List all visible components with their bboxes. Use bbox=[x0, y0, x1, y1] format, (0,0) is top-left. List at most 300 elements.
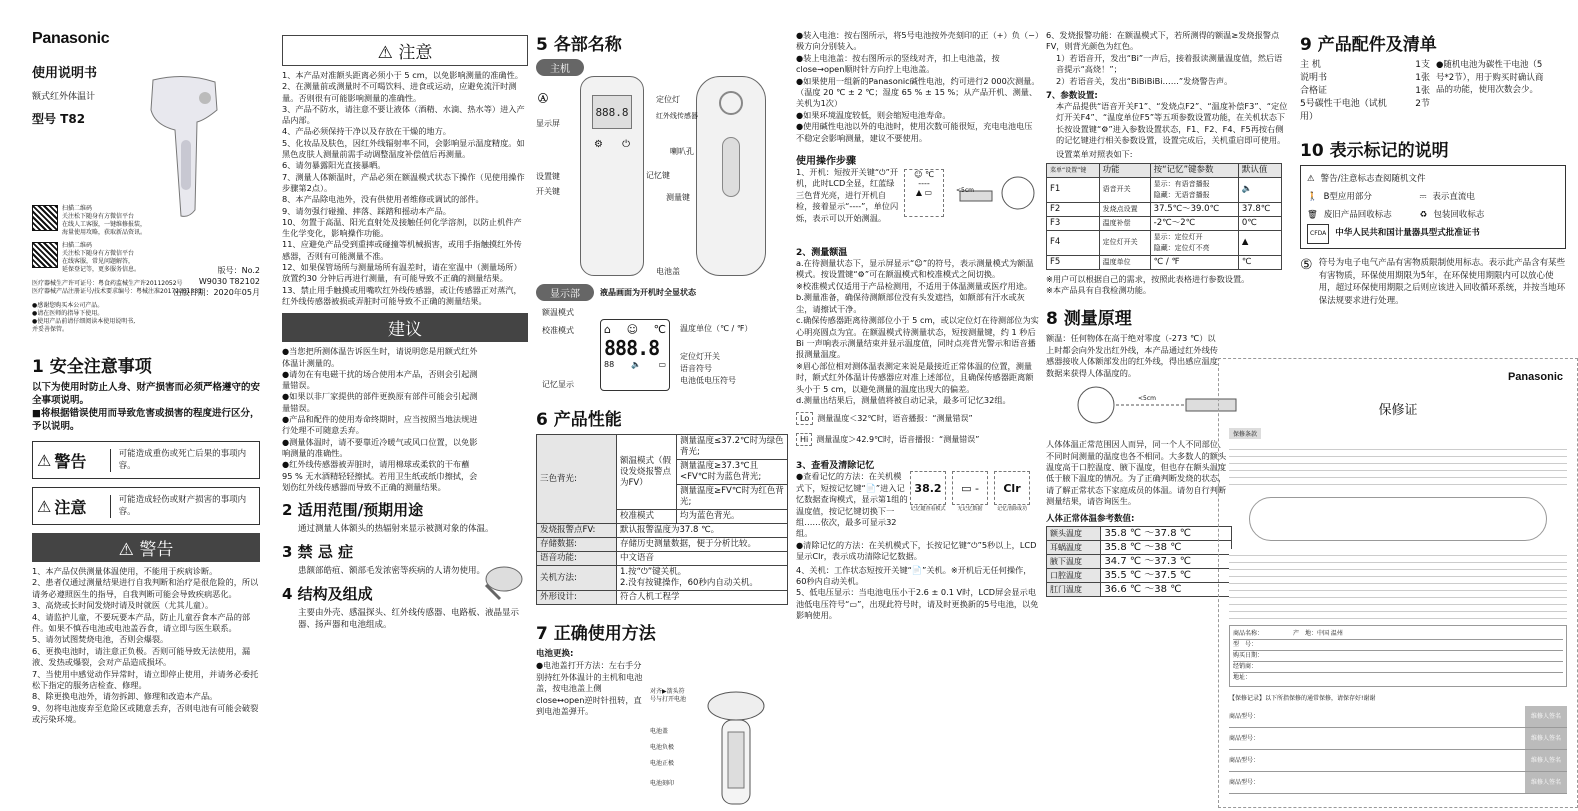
device-front bbox=[580, 76, 644, 276]
perf-voice-label: 语音功能: bbox=[537, 552, 617, 566]
warning-item: 9、勿将电池废弃至危险区或随意丢弃，否则电池有可能会破裂或污染环境。 bbox=[32, 702, 259, 725]
qr2-line: 延保登记等，更多服务信息。 bbox=[62, 266, 141, 273]
battery-icon: ▭ bbox=[658, 360, 666, 369]
section-1-intro: 以下为使用时防止人身、财产损害而必须严格遵守的安全事项说明。 bbox=[32, 382, 261, 406]
advice-item: ●红外线传感器被弄脏时，请用棉球或柔软的干布蘸 95 % 无水酒精轻轻擦拭。若用卫生纸或纸巾擦拭，会划伤红外线传感器而导致不正确的测量结果。 bbox=[282, 459, 478, 492]
hi-row bbox=[796, 433, 1040, 446]
lo-row bbox=[796, 412, 1040, 425]
trash-bin-icon: 🗑 bbox=[1307, 210, 1318, 220]
section-2-text: 通过测量人体额头的热辐射来显示被测对象的体温。 bbox=[298, 524, 494, 535]
section-3-text: 患额部皓疽、额部毛发浓密等疾病的人请勿使用。 bbox=[298, 566, 486, 577]
record-sign: 维修人签名 bbox=[1525, 728, 1567, 749]
mark-row bbox=[1307, 188, 1559, 206]
section-2-title: 2 适用范围/预期用途 bbox=[282, 501, 424, 520]
step3-title: 3、查看及清除记忆 bbox=[796, 461, 875, 472]
caution-item: 5、化妆品及肤色，因红外线辐射率不同，会影响显示温度精度。如黑色皮肤人测量前需手动调整温度补偿值后再测量。 bbox=[282, 137, 525, 160]
intro-note: ●感谢您购买本公司产品。 bbox=[32, 302, 104, 309]
power-icon[interactable]: ⏻ bbox=[622, 139, 630, 150]
warning-item: 5、请勿试图焚烧电池，否则会爆裂。 bbox=[32, 634, 169, 645]
sensor-icon bbox=[719, 91, 743, 115]
cmc-icon: CFDA bbox=[1307, 224, 1329, 244]
battery-label: 电池负极 bbox=[650, 744, 675, 751]
warning-triangle-icon: ⚠ bbox=[37, 496, 52, 516]
circled-a-icon: Ⓐ bbox=[538, 94, 548, 105]
warning-triangle-icon: ⚠ bbox=[1307, 174, 1315, 184]
steps-title: 使用操作步骤 bbox=[796, 156, 856, 168]
manual-title: 使用说明书 bbox=[32, 66, 98, 81]
perf-alarm-label: 发烧报警点FV: bbox=[537, 524, 617, 538]
step1-lcd: ☺ ℃ ---- ▲ ▭ bbox=[904, 169, 944, 217]
ref-range: 34.7 ℃ ～37.3 ℃ bbox=[1101, 554, 1232, 568]
warranty-title: 保修证 bbox=[1378, 403, 1418, 418]
lcd-nodata: ▭ - bbox=[952, 471, 988, 505]
form-row bbox=[1233, 629, 1563, 640]
battery-label: 对齐▶箭头符号与打开电池 bbox=[650, 688, 687, 703]
accessory-name: 合格证 bbox=[1300, 86, 1328, 96]
perf-blue: 测量温度≥37.3℃且<FV℃时为蓝色背光; bbox=[677, 460, 788, 485]
intro-note: ●请在医师的指导下使用。 bbox=[32, 310, 104, 317]
warning-item: 1、本产品仅供测量体温使用，不能用于疾病诊断。 bbox=[32, 566, 218, 576]
mark-desc: 表示直流电 bbox=[1432, 192, 1475, 202]
install-list bbox=[796, 30, 1040, 144]
form-label: 地址： bbox=[1233, 674, 1252, 681]
mark-desc: 中华人民共和国计量器具型式批准证书 bbox=[1335, 228, 1480, 238]
lcd-nodata-box bbox=[952, 471, 988, 513]
advice-item: ●请勿在有电磁干扰的场合使用本产品，否则会引起测量错误。 bbox=[282, 368, 478, 391]
gear-icon[interactable]: ⚙ bbox=[594, 139, 603, 150]
column-parts bbox=[532, 0, 794, 811]
th-default: 默认值 bbox=[1238, 163, 1281, 177]
display-pill: 显示部 bbox=[536, 284, 594, 301]
step2-list bbox=[796, 258, 1040, 406]
face-icon: ☺ bbox=[626, 323, 639, 336]
lcd-top-icons bbox=[604, 323, 666, 336]
step6-list bbox=[1046, 30, 1290, 87]
cell-code: F5 bbox=[1047, 255, 1100, 269]
recycle-icon: ♻ bbox=[1419, 210, 1428, 220]
form-label: 购买日期： bbox=[1233, 651, 1563, 662]
qr1-line: 海量使用攻略，获取新品资讯。 bbox=[62, 229, 147, 236]
perf-calibration: 校准模式 bbox=[617, 510, 677, 524]
settings-table-title: 设置菜单对照表如下: bbox=[1056, 148, 1133, 159]
form-label: 商品名称： bbox=[1233, 630, 1264, 637]
column-usage bbox=[794, 0, 1044, 811]
trigger-icon bbox=[722, 137, 740, 197]
lcd-caption: 无记忆数据 bbox=[957, 506, 983, 513]
form-label: 产 地：中国 温州 bbox=[1293, 630, 1343, 637]
step1-distance: <5cm bbox=[956, 187, 974, 195]
install-item: ●装入电池：按右图所示，将5号电池按外壳刻印的正（+）负（−）极方向分别装入。 bbox=[796, 30, 1040, 52]
step4-text: 4、关机：工作状态短按开关键“📄”关机。※开机后无任何操作，60秒内自动关机。 bbox=[796, 564, 1032, 586]
label-ir-sensor: 红外线传感器 bbox=[656, 112, 698, 120]
warning-header-label: 警告 bbox=[139, 540, 174, 560]
perf-forehead-mode: 额温模式（假设发烧报警点为FV） bbox=[617, 435, 677, 510]
caution-item: 1、本产品对准额头距离必须小于 5 cm，以免影响测量的准确性。 bbox=[282, 70, 523, 80]
label-locator-light: 定位灯 bbox=[656, 95, 680, 104]
ref-range: 35.5 ℃ ～37.5 ℃ bbox=[1101, 568, 1232, 582]
label-temp-unit: 温度单位（℃ / ℉） bbox=[680, 324, 753, 333]
warranty-brand: Panasonic bbox=[1507, 371, 1563, 383]
display-heading bbox=[536, 284, 790, 301]
battery-cover-image bbox=[696, 688, 776, 806]
intro-note: 并妥善保管。 bbox=[32, 326, 69, 333]
record-sign: 维修人签名 bbox=[1525, 772, 1567, 793]
caution-header bbox=[282, 35, 528, 66]
caution-item: 8、本产品除电池外，没有供使用者维修或调试的部件。 bbox=[282, 194, 484, 205]
caution-item: 6、请勿暴露阳光直接暴晒。 bbox=[282, 160, 386, 171]
perf-store-label: 存储数据: bbox=[537, 538, 617, 552]
install-item: ●装上电池盖：按右图所示的竖线对齐，扣上电池盖，按close→open顺时针方向拧上电池盖。 bbox=[796, 52, 1000, 75]
record-row bbox=[1229, 728, 1567, 750]
cell-code: F1 bbox=[1047, 177, 1100, 202]
record-row bbox=[1229, 750, 1567, 772]
person-icon: 🚶 bbox=[1307, 192, 1318, 202]
step6-item: 2）若语音关，发出“BiBiBiBi……”发烧警告声。 bbox=[1056, 75, 1233, 86]
section-9-title: 9 产品配件及清单 bbox=[1300, 35, 1437, 55]
label-speaker: 喇叭孔 bbox=[670, 147, 694, 156]
battery-diagram bbox=[650, 688, 790, 808]
accessory-qty: 1张 bbox=[1415, 73, 1430, 83]
warning-legend-text: 可能造成重伤或死亡后果的事项内容。 bbox=[118, 449, 247, 471]
step7-text: 本产品提供“语音开关F1”、“发烧点F2”、“温度补偿F3”、“定位灯开关F4”、“温度单位F5”等五项参数设置功能，在关机状态下长按设置键“⚙”进入参数设置状态，F1、F2、F4、F5再按右侧的记忆键进行相关参数设置，设置完成后，关机重启即可使用。 bbox=[1056, 101, 1288, 146]
probe-cleaning-image bbox=[480, 555, 528, 606]
warning-triangle-icon: ⚠ bbox=[37, 450, 52, 470]
step6-item: 1）若语音开，发出“Bi”一声后，接着报读测量温度值，然后语音提示“高烧！”； bbox=[1056, 52, 1283, 75]
doc-code: W9030 T82102 bbox=[198, 277, 260, 286]
cell-param: 显示：有语音播报 隐藏：无语音播报 bbox=[1150, 177, 1238, 202]
perf-green: 测量温度≤37.2℃时为绿色背光; bbox=[677, 435, 788, 460]
install-item: ●使用碱性电池以外的电池时，使用次数可能很短，充电电池电压不稳定会影响测量，建议不要使用。 bbox=[796, 121, 1033, 143]
cell-param: 37.5℃～39.0℃ bbox=[1150, 202, 1238, 216]
registration-line: 医疗器械产品注册证号/技术要求编号：粤械注准20172201331 bbox=[32, 288, 203, 295]
step5-text: 5、低电压显示：当电池电压小于2.6 ± 0.1 V时，LCD屏会显示电池低电压符号“▭”，出现此符号时，请及时更换新的5号电池，以免影响使用。 bbox=[796, 587, 1039, 621]
lcd-bottom-row bbox=[604, 360, 666, 369]
section-8-text2: 人体体温正常范围因人而异，同一个人不同部位、不同时间测量的温度也各不相同。大多数人的额头温度高于口腔温度、腋下温度，但也存在额头温度低于腋下温度的情况。为了正确判断发烧的状态，请了解正常状态下家庭成员的体温。请勿自行判断测量结果，请咨询医生。 bbox=[1046, 439, 1227, 507]
accessory-row bbox=[1300, 59, 1430, 72]
warranty-card bbox=[1218, 358, 1578, 808]
label-power-key: 开关键 bbox=[536, 187, 560, 196]
section-1-note: ■将根据错误使用而导致危害或损害的程度进行区分，予以说明。 bbox=[32, 408, 260, 432]
accessory-row bbox=[1300, 85, 1430, 98]
label-voice-symbol: 语音符号 bbox=[680, 364, 712, 373]
warning-list bbox=[32, 566, 260, 726]
warranty-stamp-area bbox=[1249, 497, 1547, 541]
label-forehead-mode: 额温模式 bbox=[542, 308, 574, 317]
cell-code: F3 bbox=[1047, 216, 1100, 230]
warranty-tag: 保修条款 bbox=[1229, 428, 1261, 439]
cell-function: 温度补偿 bbox=[1099, 216, 1150, 230]
perf-alarm-value: 默认报警温度为37.8 ℃。 bbox=[617, 524, 788, 538]
accessory-qty: 1张 bbox=[1415, 86, 1430, 96]
accessory-note: ●随机电池为碳性干电池（5号*2节），用于购买时确认商品的功能，使用次数会少。 bbox=[1436, 60, 1544, 95]
lcd-memory-digits: 88 bbox=[604, 360, 615, 369]
perf-off-value: 1.按“⏻”键关机。 2.没有按键操作，60秒内自动关机。 bbox=[617, 566, 788, 591]
celsius-icon: ℃ bbox=[653, 323, 666, 336]
battery-title: 电池更换: bbox=[536, 649, 574, 659]
advice-list bbox=[282, 346, 482, 493]
hi-symbol: Hi bbox=[796, 433, 812, 446]
hi-text: 测量温度＞42.9℃时，语音播报：“测量错误” bbox=[816, 435, 980, 445]
step2-item: c.确保传感器距离待测部位小于 5 cm，或以定位灯在待测部位为实心明亮圆点为宜。在额温模式待测量状态，短按测量键，约 1 秒后 Bi 一声响表示测量结束并显示温度值，同时点亮背光警示和语音播报测量温度。 bbox=[796, 315, 1039, 360]
settings-notes bbox=[1046, 274, 1290, 297]
step1-person-image bbox=[952, 167, 1040, 227]
form-label: 经销商： bbox=[1233, 662, 1563, 673]
step3-lcds bbox=[910, 471, 1030, 513]
label-display: 显示屏 bbox=[536, 119, 560, 128]
cell-function: 温度单位 bbox=[1099, 255, 1150, 269]
perf-calibration-value: 均为蓝色背光。 bbox=[677, 510, 788, 524]
caution-item: 10、勿置于高温、阳光直射处及接触任何化学溶剂，以防止机件产生化学变化，影响操作功能。 bbox=[282, 216, 522, 239]
ref-site: 额头温度 bbox=[1047, 526, 1101, 540]
product-subtitle: 额式红外体温计 bbox=[32, 92, 96, 102]
record-row bbox=[1229, 706, 1567, 728]
ref-temp-table bbox=[1046, 526, 1232, 597]
marks-box bbox=[1300, 165, 1566, 249]
record-label: 商品型号： bbox=[1229, 713, 1260, 720]
warranty-terms bbox=[1229, 443, 1567, 489]
qr2-line: 关注松下随身有方微信平台 bbox=[62, 250, 135, 257]
rohs-block bbox=[1300, 257, 1566, 307]
section-5-title: 5 各部名称 bbox=[536, 35, 622, 55]
accessory-row bbox=[1300, 72, 1430, 85]
record-label: 商品型号： bbox=[1229, 757, 1260, 764]
cell-code: F2 bbox=[1047, 202, 1100, 216]
install-item: （温度 20 ℃ ± 2 ℃；湿度 65 % ± 15 %；从产品开机、测量、关机为1次） bbox=[796, 87, 1038, 109]
principle-distance: <5cm bbox=[1138, 395, 1156, 403]
version-block bbox=[160, 265, 260, 298]
lo-text: 测量温度＜32℃时，语音播报：“测量错误” bbox=[817, 414, 973, 424]
cell-code: F4 bbox=[1047, 230, 1100, 255]
cell-param: ℃ / ℉ bbox=[1150, 255, 1238, 269]
cell-function: 语音开关 bbox=[1099, 177, 1150, 202]
ref-site: 耳蜗温度 bbox=[1047, 540, 1101, 554]
th-param: 按“记忆”键参数 bbox=[1150, 163, 1238, 177]
accessory-list bbox=[1300, 59, 1430, 124]
ref-range: 35.8 ℃ ～37.8 ℃ bbox=[1101, 526, 1232, 540]
step6-item: 6、发烧报警功能：在额温模式下，若所测得的额温≥发烧报警点FV，则背光颜色为红色。 bbox=[1046, 30, 1280, 52]
step1-text: 1、开机：短按开关键“⏻”开机，此时LCD全显，红蓝绿三色背光亮，进行开机自检，接着显示“----”，单位闪烁，表示可以开始测温。 bbox=[796, 167, 899, 223]
cell-function: 定位灯开关 bbox=[1099, 230, 1150, 255]
accessory-row bbox=[1300, 98, 1430, 124]
warning-item: 8、除更换电池外，请勿拆卸、修理和改造本产品。 bbox=[32, 691, 218, 702]
accessory-qty: 2节 bbox=[1415, 99, 1430, 109]
lcd-diagram bbox=[536, 301, 790, 401]
mark-desc: 警告/注意标志查阅随机文件 bbox=[1320, 174, 1426, 184]
warning-item: 6、更换电池时，请注意正负极。否则可能导致无法使用，漏液、发热或爆裂，会对产品造成损坏。 bbox=[32, 645, 251, 668]
caution-list bbox=[282, 70, 528, 307]
th-function: 功能 bbox=[1099, 163, 1150, 177]
caution-legend bbox=[32, 487, 260, 525]
accessory-qty: 1支 bbox=[1415, 60, 1430, 70]
step1-block bbox=[796, 167, 1040, 245]
label-low-battery: 电池低电压符号 bbox=[680, 376, 736, 385]
display-desc: 液晶画面为开机时全显状态 bbox=[600, 288, 696, 297]
record-row bbox=[1229, 772, 1567, 794]
lcd-caption: 记忆清除成功 bbox=[996, 506, 1027, 513]
battery-label: 电池盖 bbox=[650, 728, 669, 735]
advice-item: ●产品和配件的使用寿命终期时，应当按照当地法规进行处理不可随意丢弃。 bbox=[282, 414, 478, 436]
caution-item: 4、产品必须保持干净以及存放在干燥的地方。 bbox=[282, 126, 451, 137]
section-8-title: 8 测量原理 bbox=[1046, 309, 1132, 330]
perf-store-value: 存储历史测量数据，便于分析比较。 bbox=[617, 538, 788, 552]
record-sign: 维修人签名 bbox=[1525, 750, 1567, 771]
advice-item: ●如果以非厂家提供的部件更换原有部件可能会引起测量错误。 bbox=[282, 391, 478, 413]
label-battery-cover: 电池盖 bbox=[656, 267, 680, 276]
rohs-5-icon: ⑤ bbox=[1300, 257, 1313, 273]
mark-row bbox=[1307, 224, 1559, 244]
lcd-digits: 888.8 bbox=[604, 336, 660, 360]
perf-voice-value: 中文语音 bbox=[617, 552, 788, 566]
caution-item: 2、在测量前或测量时不可喝饮料、进食或运动，应避免流汗时测量。否则很有可能影响测量的准确性。 bbox=[282, 81, 517, 103]
step2-item: a.在待测量状态下，显示屏显示“☺”的符号，表示测量模式为额温模式。按设置键“⚙”可在额温模式和校准模式之间切换。 bbox=[796, 258, 1034, 280]
qr-code-icon bbox=[32, 205, 58, 231]
th-menu: 菜单“设置”键 bbox=[1047, 163, 1100, 177]
battery-label: 电池正极 bbox=[650, 760, 675, 767]
intro-notes bbox=[32, 302, 152, 334]
advice-item: ●测量体温时，请不要靠近冷暖气或风口位置，以免影响测量的准确性。 bbox=[282, 436, 478, 458]
section-3-title: 3 禁 忌 症 bbox=[282, 543, 354, 562]
perf-red: 测量温度≥FV℃时为红色背光; bbox=[677, 485, 788, 510]
caution-item: 11、应避免产品受到重摔或碰撞等机械损害，或用手指触摸红外传感器，否则有可能测量不准。 bbox=[282, 239, 522, 261]
device-back bbox=[696, 76, 766, 276]
house-icon: ⌂ bbox=[604, 323, 611, 336]
step7-title: 7、参数设置: bbox=[1046, 91, 1098, 102]
lcd-clear-box bbox=[994, 471, 1030, 513]
mark-row bbox=[1307, 206, 1559, 224]
step2-item: d.测量出结果后，测量值将被自动记录，最多可记忆32组。 bbox=[796, 394, 1011, 405]
qr1-line: 在线人工客服，一键维修报装， bbox=[62, 221, 147, 228]
intro-note: ●使用产品前请仔细阅读本使用说明书, bbox=[32, 318, 136, 325]
mark-desc: 包装回收标志 bbox=[1433, 210, 1485, 220]
brand-logo: Panasonic bbox=[32, 30, 110, 47]
caution-item: 13、禁止用手触摸或用嘴吹红外线传感器，或让传感器正对蒸汽，红外线传感器被损或弄脏时可能导致不正确的测量结果。 bbox=[282, 284, 522, 306]
caution-legend-text: 可能造成轻伤或财产损害的事项内容。 bbox=[118, 495, 247, 517]
record-sign: 维修人签名 bbox=[1525, 706, 1567, 727]
section-6-title: 6 产品性能 bbox=[536, 410, 622, 430]
ref-site: 腋下温度 bbox=[1047, 554, 1101, 568]
perf-design-value: 符合人机工程学 bbox=[617, 591, 788, 605]
device-buttons bbox=[594, 139, 630, 150]
accessory-block bbox=[1300, 59, 1566, 124]
cell-default: 0℃ bbox=[1238, 216, 1281, 230]
lcd-memory-value: 38.2 bbox=[910, 471, 946, 505]
column-caution bbox=[280, 0, 532, 811]
settings-table bbox=[1046, 163, 1282, 270]
column-cover bbox=[0, 0, 280, 811]
caution-item: 7、测量人体额温时，产品必须在额温模式状态下操作（见使用操作步骤第2点）。 bbox=[282, 171, 525, 193]
caution-header-label: 注意 bbox=[398, 43, 433, 63]
section-4-title: 4 结构及组成 bbox=[282, 585, 373, 604]
lo-symbol: Lo bbox=[796, 412, 813, 425]
step3-block bbox=[796, 471, 1040, 539]
step2-title: 2、测量额温 bbox=[796, 248, 848, 259]
advice-header: 建议 bbox=[282, 313, 528, 342]
caution-label: 注意 bbox=[54, 497, 87, 517]
install-item: ●如果使用一组新的Panasonic碱性电池，约可进行2 000次测量。 bbox=[796, 75, 1040, 86]
step2-item: b.测量准备，确保待测额部位没有头发遮挡，如额部有汗水或灰尘，请擦试干净。 bbox=[796, 292, 1025, 314]
warning-label: 警告 bbox=[54, 451, 87, 471]
cell-default: 37.8℃ bbox=[1238, 202, 1281, 216]
section-10-title: 10 表示标记的说明 bbox=[1300, 141, 1449, 161]
main-unit-pill: 主机 bbox=[536, 59, 584, 76]
speaker-icon: 🔈 bbox=[631, 360, 642, 369]
caution-item: 9、请勿强行碰撞、摔落、踩踏和摇动本产品。 bbox=[282, 205, 451, 216]
caution-item: 3、产品不防水，请注意不要让液体（酒精、水滴、热水等）进入产品内部。 bbox=[282, 103, 525, 126]
lcd-panel bbox=[600, 319, 670, 391]
lcd-memory-box bbox=[910, 471, 946, 513]
settings-note: ※用户可以根据自己的需求，按照此表格进行参数设置。 bbox=[1046, 273, 1250, 284]
lcd-clear-value: Clr bbox=[994, 471, 1030, 505]
perf-design-label: 外形设计: bbox=[537, 591, 617, 605]
warning-triangle-icon: ⚠ bbox=[118, 540, 140, 560]
warning-item: 4、请监护儿童，不要玩要本产品，防止儿童吞食本产品的部件。如果不慎吞电池或电池盖吞食，请立即与医生联系。 bbox=[32, 611, 251, 634]
record-label: 商品型号： bbox=[1229, 735, 1260, 742]
label-locator-switch: 定位灯开关 bbox=[680, 352, 720, 361]
cell-default: ℃ bbox=[1238, 255, 1281, 269]
publish-date: 出版日期：2020年05月 bbox=[173, 288, 260, 297]
section-1-title: 1 安全注意事项 bbox=[32, 357, 152, 377]
section-4-text: 主要由外壳、感温探头、红外线传感器、电路板、液晶显示器、扬声器和电池组成。 bbox=[298, 608, 520, 631]
cell-default: ▲ bbox=[1238, 230, 1281, 255]
settings-note: ※本产品具有自我检测功能。 bbox=[1046, 285, 1152, 296]
ref-range: 36.6 ℃ ～38 ℃ bbox=[1101, 582, 1232, 596]
perf-label-backlight: 三色背光: bbox=[537, 435, 617, 524]
perf-off-label: 关机方法: bbox=[537, 566, 617, 591]
dc-icon: ⎓ bbox=[1419, 192, 1427, 202]
cell-function: 发烧点设置 bbox=[1099, 202, 1150, 216]
mark-desc: B型应用部分 bbox=[1323, 192, 1372, 202]
version-no: 版号：No.2 bbox=[217, 266, 260, 275]
label-memory-key: 记忆键 bbox=[646, 171, 670, 180]
caution-item: 12、如果保管场所与测量场所有温差时，请在室温中（测量场所）放置约30 分钟后再进行测量，有可能导致不正确的测量结果。 bbox=[282, 262, 522, 284]
accessory-name: 说明书 bbox=[1300, 73, 1328, 83]
ref-range: 35.8 ℃ ～38 ℃ bbox=[1101, 540, 1232, 554]
accessory-name: 主 机 bbox=[1300, 60, 1321, 70]
cell-param: -2℃～2℃ bbox=[1150, 216, 1238, 230]
lcd-caption: 记忆键查看模式 bbox=[910, 506, 946, 513]
warranty-form bbox=[1229, 625, 1567, 687]
ref-site: 口腔温度 bbox=[1047, 568, 1101, 582]
advice-item: ●当您把所测体温告诉医生时，请说明您是用额式红外体温计测量的。 bbox=[282, 346, 478, 368]
qr1-line: 关注松下随身有方微信平台 bbox=[62, 213, 135, 220]
battery-text: ●电池盖打开方法：左右手分别持红外体温计的主机和电池盖，按电池盖上侧close↔open逆时针扭转，直到电池盖弹开。 bbox=[536, 660, 643, 716]
label-set-key: 设置键 bbox=[536, 172, 560, 181]
parts-diagram bbox=[536, 76, 790, 276]
qr2-line: 扫描二维码 bbox=[62, 242, 93, 249]
warranty-records bbox=[1229, 706, 1567, 794]
warning-item: 3、高烧或长时间发烧时请及时就医（尤其儿童）。 bbox=[32, 600, 214, 611]
warranty-note: 【保修记录】以下所指保修的通常保修，请保存好!谢谢 bbox=[1229, 695, 1376, 702]
device-lcd: 888.8 bbox=[592, 95, 632, 129]
install-item: ●如果环境温度较低，则会缩短电池寿命。 bbox=[796, 109, 951, 120]
label-calibration-mode: 校准模式 bbox=[542, 326, 574, 335]
warning-header bbox=[32, 533, 260, 562]
qr1-line: 扫描二维码 bbox=[62, 205, 93, 212]
warranty-terms-2 bbox=[1229, 549, 1567, 619]
step2-item: ※眉心部位相对测体温表测定来说是最接近正常体温的位置，测量时，额式红外体温计传感器应对准上述部位，且确保传感器距离额头小于 5 cm，以避免测量的温度出现大的偏差。 bbox=[796, 360, 1034, 394]
qr2-line: 在线客服，常见问题解答， bbox=[62, 258, 135, 265]
warning-legend bbox=[32, 441, 260, 479]
accessory-name: 5号碳性干电池（试机用） bbox=[1300, 99, 1387, 122]
qr-code-icon bbox=[32, 242, 58, 268]
ref-site: 肛门温度 bbox=[1047, 582, 1101, 596]
registration-line: 医疗器械生产许可证号：粤食药监械生产许20112052号 bbox=[32, 280, 183, 287]
cell-default: 🔈 bbox=[1238, 177, 1281, 202]
warning-triangle-icon: ⚠ bbox=[377, 43, 399, 63]
label-memory-display: 记忆显示 bbox=[542, 380, 574, 389]
section-8-text: 额温：任何物体在高于绝对零度（-273 ℃）以上时都会向外发出红外线，本产品通过红外线传感器接收人体额部发出的红外线，得出感应温度数据来获得人体温度的。 bbox=[1046, 333, 1218, 378]
section-7-title: 7 正确使用方法 bbox=[536, 624, 656, 644]
